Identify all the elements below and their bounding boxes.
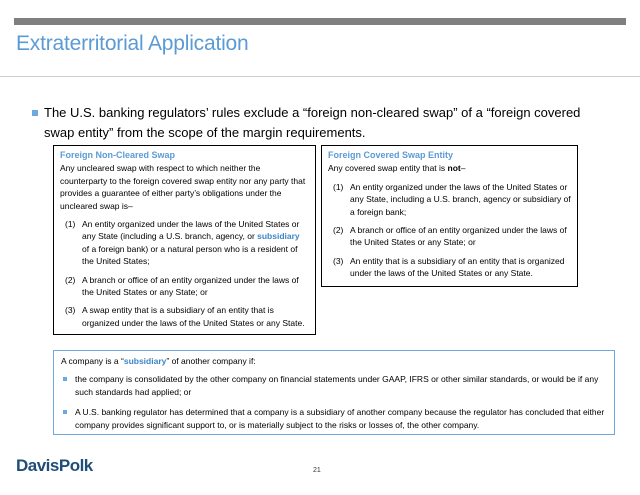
top-bar (14, 18, 626, 25)
item-text: An entity that is a subsidiary of an entity that is organized under the laws of the United States or any State. (350, 255, 565, 279)
item-text: An entity organized under the laws of the United States or any State, including a U.S. branch, agency or subsidiary of a foreign bank; (350, 181, 571, 217)
item-text: An entity organized under the laws of the United States or any State (including a U.S. branch, agency, or (82, 219, 300, 242)
item-number: (1) (65, 219, 76, 230)
page-title: Extraterritorial Application (16, 32, 249, 55)
foreign-non-cleared-swap-box (53, 145, 316, 335)
item-text: A swap entity that is a subsidiary of an entity that is organized under the laws of the United States or any State. (82, 305, 305, 328)
subsidiary-bullets (61, 373, 607, 431)
page-number: 21 (313, 467, 321, 474)
list-item (328, 224, 571, 249)
lead-text: The U.S. banking regulators’ rules exclude a “foreign non-cleared swap” of a “foreign covered swap entity” from the scope of the margin requirements. (44, 105, 581, 140)
item-text: A branch or office of an entity organized under the laws of the United States or any State; or (82, 274, 299, 298)
list-item (61, 406, 607, 431)
subsidiary-term: subsidiary (123, 356, 167, 366)
box-title: Foreign Covered Swap Entity (328, 150, 454, 160)
list-item (328, 181, 571, 218)
davis-polk-logo: DavisPolk (16, 456, 93, 475)
lead-post: ” of another company if: (166, 356, 256, 366)
title-divider (0, 76, 640, 77)
bullet-square-icon (32, 110, 38, 116)
box-title: Foreign Non-Cleared Swap (60, 150, 176, 160)
subsidiary-lead (61, 355, 607, 367)
box-intro (328, 162, 571, 174)
bullet-square-icon (63, 377, 67, 381)
item-number: (2) (65, 274, 76, 285)
bullet-text: A U.S. banking regulator has determined that a company is a subsidiary of another company because the regulator has concluded that either company provides significant support to, or is materially subject to the risks or losses of, the other company. (75, 407, 605, 430)
item-number: (1) (333, 181, 344, 192)
list-item (60, 218, 309, 268)
item-number: (3) (333, 255, 344, 266)
subsidiary-definition-box (53, 350, 615, 435)
intro-text: Any covered swap entity that is (328, 163, 448, 174)
item-number: (3) (65, 305, 76, 316)
list-item (60, 274, 309, 299)
definition-list (328, 181, 571, 280)
item-number: (2) (333, 225, 344, 236)
list-item (60, 304, 309, 329)
item-text: A branch or office of an entity organized under the laws of the United States or any State; or (350, 225, 567, 248)
item-text: of a foreign bank) or a natural person who is a resident of the United States; (82, 243, 298, 267)
lead-pre: A company is a “ (61, 356, 124, 366)
list-item (328, 255, 571, 280)
definition-list (60, 218, 309, 329)
box-intro: Any uncleared swap with respect to which neither the counterparty to the foreign covered swap entity nor any party that provides a guarantee of either party’s obligations under the uncleared swap is– (60, 163, 306, 211)
intro-dash: – (460, 163, 466, 174)
not-emphasis: not (447, 163, 461, 174)
foreign-covered-swap-entity-box (321, 145, 578, 287)
bullet-square-icon (63, 410, 67, 414)
subsidiary-term: subsidiary (257, 231, 300, 242)
list-item (61, 373, 607, 398)
bullet-text: the company is consolidated by the other company on financial statements under GAAP, IFRS or other similar standards, or would be if any such standards had applied; or (75, 374, 599, 397)
